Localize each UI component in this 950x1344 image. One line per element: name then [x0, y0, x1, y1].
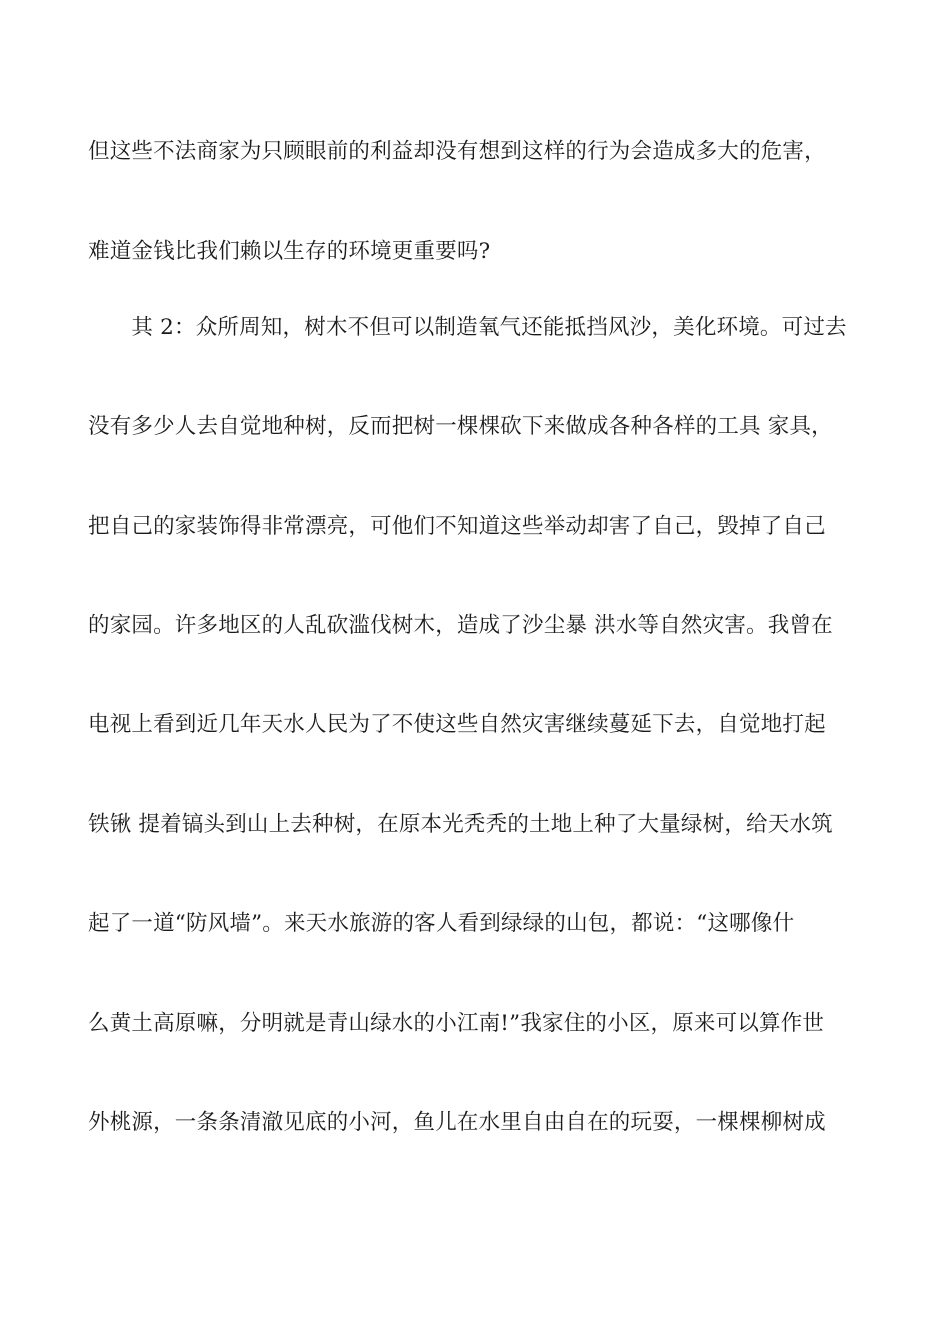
text-line: 外桃源，一条条清澈见底的小河，鱼儿在水里自由自在的玩耍，一棵棵柳树成 [88, 1110, 826, 1135]
text-line: 么黄土高原嘛，分明就是青山绿水的小江南!”我家住的小区，原来可以算作世 [88, 1011, 825, 1036]
text-line: 其 2：众所周知，树木不但可以制造氧气还能抵挡风沙，美化环境。可过去 [88, 315, 847, 340]
text-line: 把自己的家装饰得非常漂亮，可他们不知道这些举动却害了自己，毁掉了自己 [88, 514, 826, 539]
text-line: 的家园。许多地区的人乱砍滥伐树木，造成了沙尘暴 洪水等自然灾害。我曾在 [88, 613, 833, 638]
text-line: 但这些不法商家为只顾眼前的利益却没有想到这样的行为会造成多大的危害， [88, 139, 826, 164]
text-line: 起了一道“防风墙”。来天水旅游的客人看到绿绿的山包，都说：“这哪像什 [88, 911, 795, 936]
text-line: 没有多少人去自觉地种树，反而把树一棵棵砍下来做成各种各样的工具 家具， [88, 414, 833, 439]
text-line: 难道金钱比我们赖以生存的环境更重要吗? [88, 239, 491, 264]
text-line: 铁锹 提着镐头到山上去种树，在原本光秃秃的土地上种了大量绿树，给天水筑 [88, 812, 833, 837]
text-line: 电视上看到近几年天水人民为了不使这些自然灾害继续蔓延下去，自觉地打起 [88, 712, 826, 737]
